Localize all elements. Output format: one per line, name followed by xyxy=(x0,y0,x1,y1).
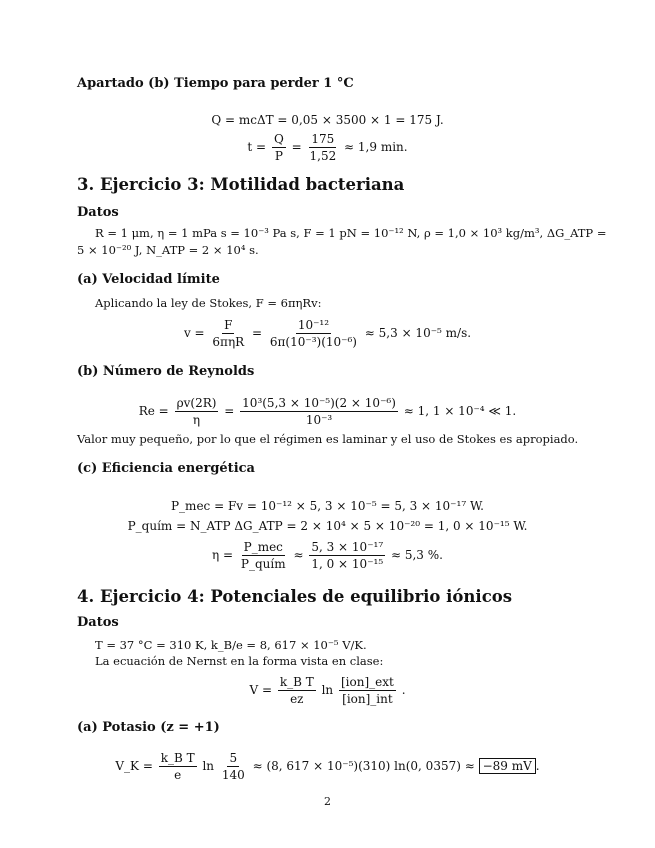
fraction xyxy=(210,318,246,349)
section-3-datos-line1: R = 1 μm, η = 1 mPa s = 10⁻³ Pa s, F = 1 pN = 10⁻¹² N, ρ = 1,0 × 10³ kg/m³, ΔG_ATP = xyxy=(95,226,607,240)
equation-time xyxy=(0,132,655,163)
fraction xyxy=(309,540,385,571)
eq-lhs: V = xyxy=(249,683,273,697)
equation-nernst xyxy=(0,675,655,706)
eq-ln: ln xyxy=(202,759,215,773)
denominator: η xyxy=(192,413,201,427)
eq-rhs: ≈ 5,3 × 10⁻⁵ m/s. xyxy=(364,326,472,340)
equation-power-chem: P_quím = N_ATP ΔG_ATP = 2 × 10⁴ × 5 × 10⁻²⁰ = 1, 0 × 10⁻¹⁵ W. xyxy=(127,519,528,533)
numerator: 5, 3 × 10⁻¹⁷ xyxy=(311,540,384,554)
denominator: P_quím xyxy=(240,557,286,571)
equation-velocity xyxy=(0,318,655,349)
fraction xyxy=(339,675,396,706)
numerator: k_B T xyxy=(279,675,314,689)
fraction xyxy=(272,132,286,163)
fraction xyxy=(240,396,398,427)
numerator: P_mec xyxy=(243,540,283,554)
eq-rhs: ≈ 1, 1 × 10⁻⁴ ≪ 1. xyxy=(403,404,517,418)
denominator: 140 xyxy=(221,768,245,782)
boxed-result: −89 mV xyxy=(479,758,536,774)
section-3c-title: (c) Eficiencia energética xyxy=(77,461,255,476)
numerator: k_B T xyxy=(160,751,195,765)
eq-lhs: η = xyxy=(212,548,234,562)
fraction xyxy=(175,396,219,427)
eq-end: . xyxy=(401,683,406,697)
fraction xyxy=(268,318,359,349)
denominator: 10⁻³ xyxy=(305,413,333,427)
equation-reynolds xyxy=(0,396,655,427)
eq-mid: ≈ (8, 617 × 10⁻⁵)(310) ln(0, 0357) ≈ xyxy=(252,759,475,773)
denominator: ez xyxy=(290,692,304,706)
eq-mid: = xyxy=(252,326,263,340)
fraction xyxy=(239,540,288,571)
numerator: 5 xyxy=(229,751,238,765)
apartado-b-title: Apartado (b) Tiempo para perder 1 °C xyxy=(77,76,354,91)
denominator: 6π(10⁻³)(10⁻⁶) xyxy=(269,335,357,349)
denominator: P xyxy=(274,149,283,163)
eq-lhs: V_K = xyxy=(115,759,153,773)
numerator: [ion]_ext xyxy=(341,675,394,689)
eq-mid: = xyxy=(291,140,302,154)
denominator: e xyxy=(174,768,182,782)
fraction xyxy=(159,751,197,782)
eq-rhs: ≈ 1,9 min. xyxy=(344,140,408,154)
section-3b-title: (b) Número de Reynolds xyxy=(77,364,255,379)
section-4-datos-line2: La ecuación de Nernst en la forma vista en clase: xyxy=(95,654,384,668)
eq-end: . xyxy=(535,759,540,773)
eq-mid: = xyxy=(224,404,235,418)
section-3-datos-title: Datos xyxy=(77,205,119,220)
eq-lhs: t = xyxy=(247,140,267,154)
fraction xyxy=(308,132,339,163)
section-3a-title: (a) Velocidad límite xyxy=(77,272,220,287)
eq-lhs: Re = xyxy=(138,404,169,418)
denominator: 1, 0 × 10⁻¹⁵ xyxy=(311,557,384,571)
denominator: 1,52 xyxy=(309,149,337,163)
numerator: Q xyxy=(273,132,284,146)
section-4-heading: 4. Ejercicio 4: Potenciales de equilibrio iónicos xyxy=(77,587,513,606)
section-3-datos-line2: 5 × 10⁻²⁰ J, N_ATP = 2 × 10⁴ s. xyxy=(77,243,259,257)
numerator: 175 xyxy=(311,132,335,146)
equation-efficiency xyxy=(0,540,655,571)
fraction xyxy=(278,675,316,706)
fraction xyxy=(220,751,247,782)
section-3b-text: Valor muy pequeño, por lo que el régimen es laminar y el uso de Stokes es apropiado. xyxy=(77,432,579,446)
numerator: 10³(5,3 × 10⁻⁵)(2 × 10⁻⁶) xyxy=(242,396,396,410)
section-3a-text: Aplicando la ley de Stokes, F = 6πηRv: xyxy=(95,296,322,310)
equation-potassium xyxy=(0,751,655,782)
section-4a-title: (a) Potasio (z = +1) xyxy=(77,720,220,735)
section-4-datos-title: Datos xyxy=(77,615,119,630)
section-3-heading: 3. Ejercicio 3: Motilidad bacteriana xyxy=(77,175,405,194)
numerator: F xyxy=(224,318,233,332)
equation-heat: Q = mcΔT = 0,05 × 3500 × 1 = 175 J. xyxy=(211,113,444,127)
denominator: [ion]_int xyxy=(342,692,393,706)
eq-lhs: v = xyxy=(183,326,205,340)
numerator: 10⁻¹² xyxy=(297,318,330,332)
equation-power-mech: P_mec = Fv = 10⁻¹² × 5, 3 × 10⁻⁵ = 5, 3 × 10⁻¹⁷ W. xyxy=(170,499,484,513)
eq-ln: ln xyxy=(321,683,334,697)
eq-rhs: ≈ 5,3 %. xyxy=(390,548,443,562)
numerator: ρv(2R) xyxy=(176,396,217,410)
denominator: 6πηR xyxy=(212,335,245,349)
eq-mid: ≈ xyxy=(293,548,304,562)
section-4-datos-line1: T = 37 °C = 310 K, k_B/e = 8, 617 × 10⁻⁵ V/K. xyxy=(95,638,367,652)
page-number: 2 xyxy=(324,795,331,808)
